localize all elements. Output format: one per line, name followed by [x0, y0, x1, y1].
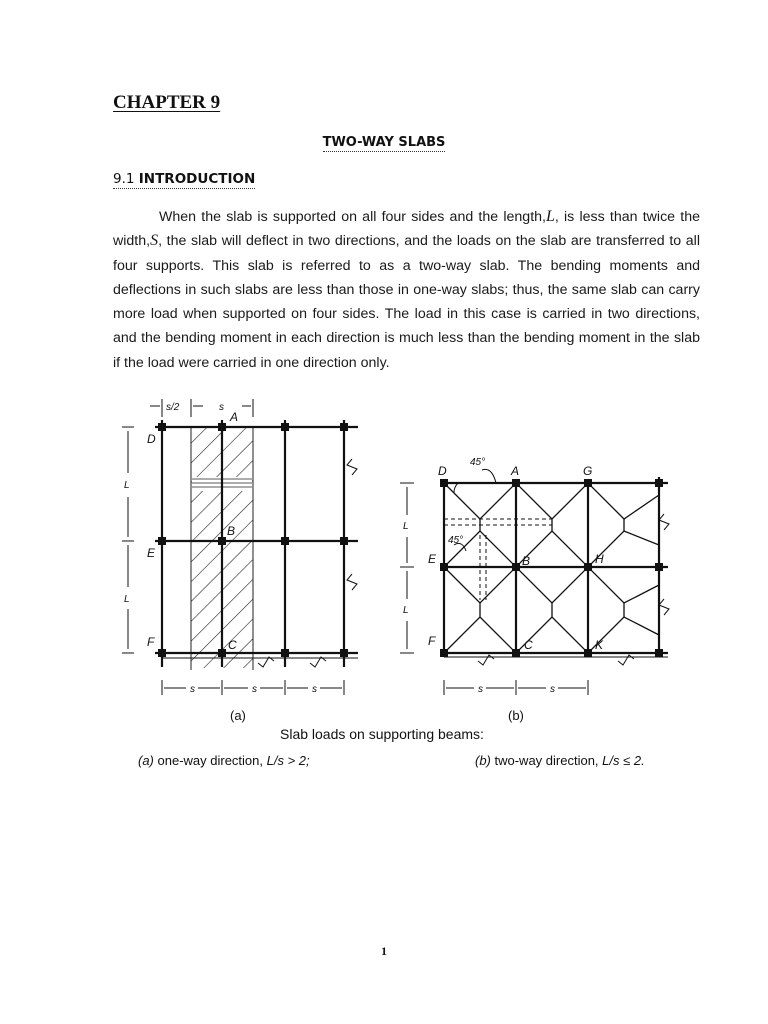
dim-a-L2: L: [124, 594, 130, 605]
caption-b-formula: L/s ≤ 2.: [602, 753, 645, 768]
beam-grid-b: [444, 477, 668, 655]
angle-label-2: 45°: [448, 535, 464, 546]
caption-b-prefix: (b): [475, 753, 491, 768]
page-number: 1: [381, 944, 387, 958]
diagram-a: [122, 399, 358, 723]
caption-a-text: one-way direction,: [153, 753, 267, 768]
angle-label-1: 45°: [470, 457, 486, 468]
var-L: L: [545, 208, 555, 225]
label-b-D: D: [438, 464, 447, 478]
section-title-text: TWO-WAY SLABS: [322, 135, 446, 150]
dim-b-s1: s: [478, 684, 483, 695]
subfig-a-label: (a): [230, 708, 246, 723]
label-a-B: B: [227, 524, 236, 538]
label-b-F: F: [428, 634, 436, 648]
para-part-1: When the slab is supported on all four sides and the length,: [159, 209, 546, 225]
caption-b-text: two-way direction,: [490, 753, 603, 768]
para-part-2: , is less than twice the width,: [113, 209, 700, 250]
caption-b: [475, 753, 645, 768]
label-a-E: E: [147, 546, 156, 560]
intro-paragraph: [113, 205, 700, 375]
label-b-A: A: [511, 464, 520, 478]
beam-grid-a: [155, 420, 358, 667]
label-b-H: H: [595, 552, 604, 566]
dim-a-s1: s: [190, 684, 195, 695]
label-a-D: D: [147, 432, 156, 446]
label-b-B: B: [522, 554, 531, 568]
label-a-A: A: [230, 410, 239, 424]
intro-number: 9.1: [113, 171, 135, 187]
dim-a-s3: s: [312, 684, 317, 695]
label-b-G: G: [583, 464, 593, 478]
var-S: S: [150, 232, 159, 250]
caption-a-formula: L/s > 2;: [266, 753, 310, 768]
para-part-3: , the slab will deflect in two directions, and the loads on the slab are transferred to all four supports. This slab is referred to as a two-way slab. The bending moments and deflections in such slabs are less than those in one-way slabs; thus, the same slab can carry more load when supported on four sides. The load in this case is carried in two directions, and the bending moment in each direction is much less than the bending moment in the slab if the load were carried in one direction only.: [113, 233, 700, 371]
intro-heading: [113, 171, 255, 189]
label-b-C: C: [524, 638, 533, 652]
intro-title: INTRODUCTION: [138, 171, 256, 187]
caption-a: [138, 753, 310, 768]
dim-b-s2: s: [550, 684, 555, 695]
subfig-b-label: (b): [508, 708, 524, 723]
dim-a-s-top: s: [219, 402, 224, 413]
section-title: [0, 133, 768, 151]
dim-b-L1: L: [403, 521, 409, 532]
dim-a-L1: L: [124, 480, 130, 491]
label-b-E: E: [428, 552, 437, 566]
caption-a-prefix: (a): [138, 753, 154, 768]
slab-load-figure: [120, 395, 680, 785]
dim-a-s2: s/2: [166, 402, 180, 413]
label-a-F: F: [147, 635, 155, 649]
label-a-C: C: [228, 638, 237, 652]
diagram-b: [400, 457, 669, 723]
figure-caption: Slab loads on supporting beams:: [280, 726, 484, 742]
dim-b-L2: L: [403, 605, 409, 616]
label-b-K: K: [595, 638, 604, 652]
chapter-heading: CHAPTER 9: [113, 92, 221, 113]
dim-a-s2b: s: [252, 684, 257, 695]
